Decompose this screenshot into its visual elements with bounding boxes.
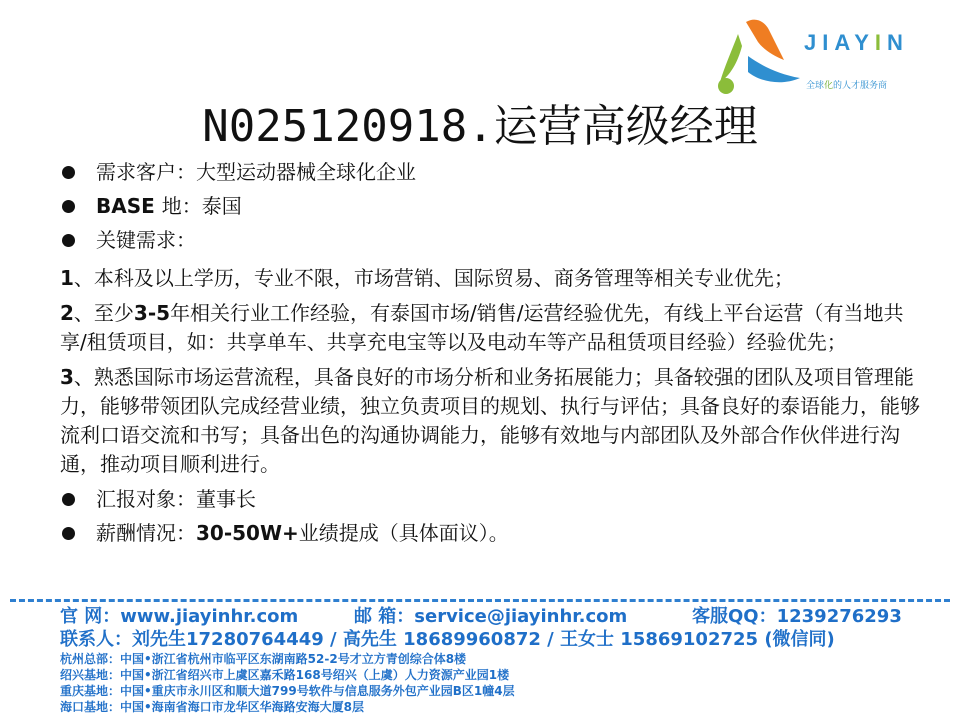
bullet-dot-icon	[62, 166, 75, 179]
job-code: N025120918.	[202, 101, 494, 152]
footer-divider	[10, 599, 950, 602]
address-hangzhou: 杭州总部：中国•浙江省杭州市临平区东湖南路52-2号才立方青创综合体8楼	[60, 652, 467, 666]
logo-wordmark: JIAYIN	[804, 30, 909, 55]
job-description	[60, 158, 920, 553]
bullet-dot-icon	[62, 493, 75, 506]
qq-contact: 客服QQ：1239276293	[692, 606, 902, 627]
bullet-report-to: 汇报对象：董事长	[60, 485, 920, 519]
contact-footer	[60, 606, 940, 715]
requirement-1: 1、本科及以上学历，专业不限，市场营销、国际贸易、商务管理等相关专业优先；	[60, 266, 794, 290]
requirement-3: 3、熟悉国际市场运营流程，具备良好的市场分析和业务拓展能力；具备较强的团队及项目管理能力，能够带领团队完成经营业绩，独立负责项目的规划、执行与评估；具备良好的泰语能力，能够流利口语交流和书写；具备出色的沟通协调能力，能够有效地与内部团队及外部合作伙伴进行沟通，推动项目顺利进行。	[60, 365, 920, 476]
website-link[interactable]: 官 网：www.jiayinhr.com	[60, 606, 299, 627]
logo-tagline: 全球化的人才服务商	[806, 81, 888, 91]
requirement-2: 2、至少3-5年相关行业工作经验，有泰国市场/销售/运营经验优先，有线上平台运营（有当地共享/租赁项目，如：共享单车、共享充电宝等以及电动车等产品租赁项目经验）经验优先；	[60, 301, 904, 354]
bullet-dot-icon	[62, 527, 75, 540]
address-shaoxing: 绍兴基地：中国•浙江省绍兴市上虞区嘉禾路168号绍兴（上虞）人力资源产业园1楼	[60, 668, 510, 682]
email-link[interactable]: 邮 箱：service@jiayinhr.com	[354, 606, 628, 627]
bullet-dot-icon	[62, 200, 75, 213]
bullet-salary: 薪酬情况：30-50W+业绩提成（具体面议）。	[60, 519, 920, 553]
logo-mark-icon	[712, 16, 804, 98]
address-haikou: 海口基地：中国•海南省海口市龙华区华海路安海大厦8层	[60, 700, 365, 714]
bullet-dot-icon	[62, 234, 75, 247]
company-logo	[712, 16, 944, 98]
address-chongqing: 重庆基地：中国•重庆市永川区和顺大道799号软件与信息服务外包产业园B区1幢4层	[60, 684, 515, 698]
page-title	[0, 100, 960, 154]
bullet-base: BASE 地：泰国	[60, 192, 920, 226]
bullet-client: 需求客户：大型运动器械全球化企业	[60, 158, 920, 192]
contact-persons: 联系人：刘先生17280764449 / 高先生 18689960872 / 王女士 15869102725 (微信同)	[60, 629, 835, 650]
bullet-key-requirements: 关键需求：	[60, 226, 920, 260]
job-title: 运营高级经理	[493, 101, 758, 152]
